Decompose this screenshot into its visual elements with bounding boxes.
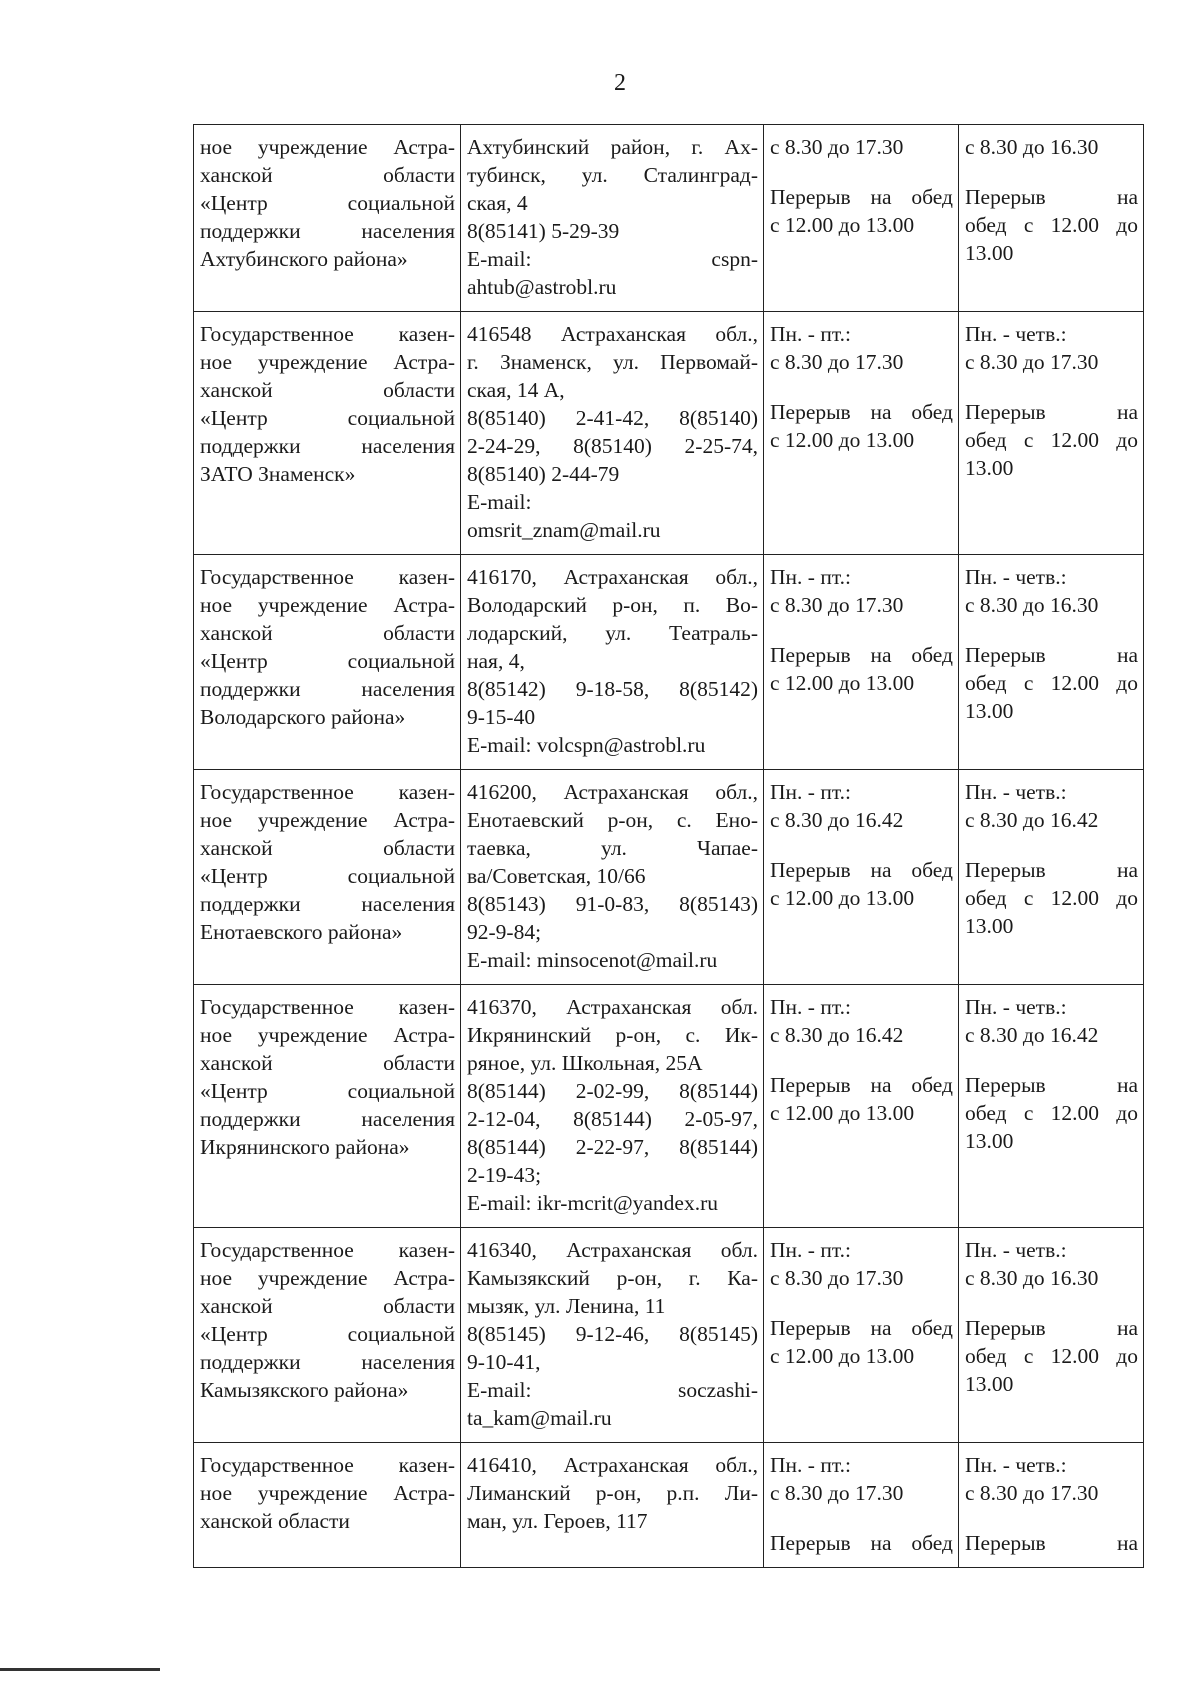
cell-text-line: 13.00 [965,1129,1014,1153]
cell-text-line: ман, ул. Героев, 117 [467,1509,648,1533]
cell-text-line: Перерыв на [965,1531,1138,1555]
cell-text-line: Государственное казен- [200,1238,455,1262]
cell-text-line: ханской области [200,1051,455,1075]
line-gap [770,161,953,183]
hours-weekdays-cell [764,1228,959,1443]
cell-text-line: с 12.00 до 13.00 [770,428,915,452]
cell-text-line: с 8.30 до 16.42 [770,808,904,832]
cell-text-line: ahtub@astrobl.ru [467,275,617,299]
cell-text-line: Перерыв на обед [770,1073,953,1097]
centers-table [193,124,1144,1568]
cell-text-line: Перерыв на обед [770,643,953,667]
cell-text-line: поддержки населения [200,434,455,458]
cell-text-line: 13.00 [965,1372,1014,1396]
table-row [194,1443,1144,1568]
cell-text-line: 2-19-43; [467,1163,542,1187]
cell-text-line: обед с 12.00 до [965,428,1138,452]
table-row [194,555,1144,770]
cell-text-line: «Центр социальной [200,1322,455,1346]
cell-text-line: ва/Советская, 10/66 [467,864,646,888]
cell-text-line: «Центр социальной [200,406,455,430]
cell-text-line: 416548 Астраханская обл., [467,322,758,346]
cell-text-line: с 12.00 до 13.00 [770,1101,915,1125]
cell-text-line: с 8.30 до 16.42 [965,808,1099,832]
cell-text-line: 9-15-40 [467,705,536,729]
cell-text-line: E-mail: minsocenot@mail.ru [467,948,718,972]
cell-text-line: Енотаевского района» [200,920,403,944]
cell-text-line: E-mail: soczashi- [467,1378,758,1402]
cell-text-line: 416340, Астраханская обл. [467,1238,758,1262]
line-gap [770,1507,953,1529]
cell-text-line: omsrit_znam@mail.ru [467,518,661,542]
cell-text-line: ная, 4, [467,649,525,673]
cell-text-line: E-mail: [467,490,532,514]
cell-text-line: Государственное казен- [200,780,455,804]
cell-text-line: с 8.30 до 17.30 [770,1266,904,1290]
cell-text-line: обед с 12.00 до [965,1101,1138,1125]
cell-text-line: Перерыв на обед [770,858,953,882]
cell-text-line: E-mail: ikr-mcrit@yandex.ru [467,1191,719,1215]
cell-text-line: Ахтубинского района» [200,247,408,271]
cell-text-line: Пн. - пт.: [770,780,851,804]
cell-text-line: Пн. - пт.: [770,322,851,346]
cell-text-line: с 8.30 до 16.42 [770,1023,904,1047]
cell-text-line: «Центр социальной [200,191,455,215]
cell-text-line: Перерыв на [965,858,1138,882]
table-row [194,125,1144,312]
cell-text-line: 13.00 [965,456,1014,480]
cell-text-line: 2-12-04, 8(85144) 2-05-97, [467,1107,758,1131]
cell-text-line: 416200, Астраханская обл., [467,780,758,804]
table-row [194,1228,1144,1443]
cell-text-line: Государственное казен- [200,322,455,346]
cell-text-line: Володарский р-он, п. Во- [467,593,758,617]
cell-text-line: обед с 12.00 до [965,1344,1138,1368]
cell-text-line: ханской области [200,1509,350,1533]
cell-text-line: 13.00 [965,699,1014,723]
cell-text-line: ская, 4 [467,191,528,215]
cell-text-line: 13.00 [965,914,1014,938]
cell-text-line: ряное, ул. Школьная, 25А [467,1051,703,1075]
cell-text-line: Енотаевский р-он, с. Ено- [467,808,758,832]
cell-text-line: г. Знаменск, ул. Первомай- [467,350,758,374]
cell-text-line: Перерыв на обед [770,1531,953,1555]
hours-weekdays-cell [764,985,959,1228]
cell-text-line: с 8.30 до 16.42 [965,1023,1099,1047]
address-cell [461,770,764,985]
cell-text-line: «Центр социальной [200,1079,455,1103]
cell-text-line: 8(85141) 5-29-39 [467,219,620,243]
line-gap [965,161,1138,183]
table-body [194,125,1144,1568]
hours-reduced-cell [959,312,1144,555]
cell-text-line: с 12.00 до 13.00 [770,213,915,237]
cell-text-line: ta_kam@mail.ru [467,1406,612,1430]
cell-text-line: Государственное казен- [200,1453,455,1477]
org-name-cell [194,985,461,1228]
line-gap [770,1292,953,1314]
cell-text-line: Лиманский р-он, р.п. Ли- [467,1481,758,1505]
hours-reduced-cell [959,125,1144,312]
org-name-cell [194,555,461,770]
cell-text-line: с 12.00 до 13.00 [770,886,915,910]
cell-text-line: таевка, ул. Чапае- [467,836,758,860]
cell-text-line: ное учреждение Астра- [200,1266,455,1290]
cell-text-line: ская, 14 А, [467,378,565,402]
cell-text-line: 8(85144) 2-02-99, 8(85144) [467,1079,758,1103]
cell-text-line: Пн. - пт.: [770,1453,851,1477]
cell-text-line: обед с 12.00 до [965,213,1138,237]
cell-text-line: с 8.30 до 16.30 [965,593,1099,617]
cell-text-line: Пн. - четв.: [965,565,1067,589]
hours-reduced-cell [959,985,1144,1228]
cell-text-line: Пн. - пт.: [770,565,851,589]
cell-text-line: Ахтубинский район, г. Ах- [467,135,758,159]
cell-text-line: E-mail: cspn- [467,247,758,271]
cell-text-line: 9-10-41, [467,1350,541,1374]
cell-text-line: ханской области [200,378,455,402]
hours-reduced-cell [959,1228,1144,1443]
cell-text-line: 8(85140) 2-44-79 [467,462,620,486]
org-name-cell [194,312,461,555]
line-gap [770,1049,953,1071]
org-name-cell [194,1443,461,1568]
org-name-cell [194,1228,461,1443]
line-gap [965,1049,1138,1071]
cell-text-line: Пн. - четв.: [965,1453,1067,1477]
hours-weekdays-cell [764,770,959,985]
cell-text-line: Пн. - четв.: [965,322,1067,346]
cell-text-line: Перерыв на [965,185,1138,209]
cell-text-line: ханской области [200,1294,455,1318]
line-gap [770,376,953,398]
cell-text-line: «Центр социальной [200,864,455,888]
line-gap [770,834,953,856]
cell-text-line: 8(85145) 9-12-46, 8(85145) [467,1322,758,1346]
cell-text-line: поддержки населения [200,1350,455,1374]
page-number: 2 [614,70,626,96]
cell-text-line: ЗАТО Знаменск» [200,462,356,486]
cell-text-line: Государственное казен- [200,995,455,1019]
cell-text-line: Икрянинский р-он, с. Ик- [467,1023,758,1047]
cell-text-line: с 8.30 до 17.30 [965,350,1099,374]
cell-text-line: мызяк, ул. Ленина, 11 [467,1294,666,1318]
cell-text-line: с 8.30 до 16.30 [965,1266,1099,1290]
line-gap [965,376,1138,398]
cell-text-line: ное учреждение Астра- [200,135,455,159]
hours-reduced-cell [959,1443,1144,1568]
cell-text-line: 8(85142) 9-18-58, 8(85142) [467,677,758,701]
hours-reduced-cell [959,770,1144,985]
cell-text-line: ное учреждение Астра- [200,593,455,617]
cell-text-line: Пн. - четв.: [965,780,1067,804]
cell-text-line: 8(85144) 2-22-97, 8(85144) [467,1135,758,1159]
hours-weekdays-cell [764,125,959,312]
hours-weekdays-cell [764,1443,959,1568]
cell-text-line: 13.00 [965,241,1014,265]
cell-text-line: Перерыв на [965,1073,1138,1097]
line-gap [770,619,953,641]
cell-text-line: поддержки населения [200,219,455,243]
table-row [194,770,1144,985]
cell-text-line: Икрянинского района» [200,1135,410,1159]
hours-reduced-cell [959,555,1144,770]
cell-text-line: ное учреждение Астра- [200,1481,455,1505]
cell-text-line: с 8.30 до 17.30 [770,350,904,374]
cell-text-line: Пн. - пт.: [770,1238,851,1262]
cell-text-line: 8(85140) 2-41-42, 8(85140) [467,406,758,430]
cell-text-line: с 8.30 до 17.30 [770,135,904,159]
cell-text-line: тубинск, ул. Сталинград- [467,163,758,187]
cell-text-line: Пн. - четв.: [965,1238,1067,1262]
cell-text-line: Перерыв на [965,1316,1138,1340]
cell-text-line: обед с 12.00 до [965,886,1138,910]
cell-text-line: с 12.00 до 13.00 [770,671,915,695]
cell-text-line: 2-24-29, 8(85140) 2-25-74, [467,434,758,458]
cell-text-line: с 8.30 до 17.30 [965,1481,1099,1505]
cell-text-line: Камызякский р-он, г. Ка- [467,1266,758,1290]
cell-text-line: E-mail: volcspn@astrobl.ru [467,733,706,757]
cell-text-line: Государственное казен- [200,565,455,589]
footer-rule [0,1668,160,1671]
address-cell [461,555,764,770]
hours-weekdays-cell [764,312,959,555]
line-gap [965,1507,1138,1529]
cell-text-line: Перерыв на обед [770,1316,953,1340]
cell-text-line: поддержки населения [200,892,455,916]
cell-text-line: обед с 12.00 до [965,671,1138,695]
cell-text-line: Пн. - пт.: [770,995,851,1019]
cell-text-line: с 12.00 до 13.00 [770,1344,915,1368]
cell-text-line: ханской области [200,621,455,645]
line-gap [965,619,1138,641]
address-cell [461,985,764,1228]
hours-weekdays-cell [764,555,959,770]
cell-text-line: ханской области [200,836,455,860]
org-name-cell [194,125,461,312]
cell-text-line: Пн. - четв.: [965,995,1067,1019]
cell-text-line: Володарского района» [200,705,406,729]
cell-text-line: с 8.30 до 16.30 [965,135,1099,159]
cell-text-line: 416410, Астраханская обл., [467,1453,758,1477]
cell-text-line: с 8.30 до 17.30 [770,593,904,617]
cell-text-line: поддержки населения [200,677,455,701]
address-cell [461,312,764,555]
cell-text-line: Перерыв на [965,643,1138,667]
table-row [194,312,1144,555]
cell-text-line: Перерыв на обед [770,185,953,209]
cell-text-line: с 8.30 до 17.30 [770,1481,904,1505]
cell-text-line: ное учреждение Астра- [200,350,455,374]
line-gap [965,834,1138,856]
cell-text-line: ное учреждение Астра- [200,808,455,832]
cell-text-line: Перерыв на обед [770,400,953,424]
org-name-cell [194,770,461,985]
cell-text-line: «Центр социальной [200,649,455,673]
cell-text-line: 8(85143) 91-0-83, 8(85143) [467,892,758,916]
cell-text-line: ханской области [200,163,455,187]
address-cell [461,125,764,312]
cell-text-line: Перерыв на [965,400,1138,424]
cell-text-line: 92-9-84; [467,920,542,944]
cell-text-line: Камызякского района» [200,1378,409,1402]
table-row [194,985,1144,1228]
cell-text-line: ное учреждение Астра- [200,1023,455,1047]
cell-text-line: 416170, Астраханская обл., [467,565,758,589]
cell-text-line: 416370, Астраханская обл. [467,995,758,1019]
line-gap [965,1292,1138,1314]
address-cell [461,1228,764,1443]
cell-text-line: поддержки населения [200,1107,455,1131]
cell-text-line: лодарский, ул. Театраль- [467,621,758,645]
address-cell [461,1443,764,1568]
